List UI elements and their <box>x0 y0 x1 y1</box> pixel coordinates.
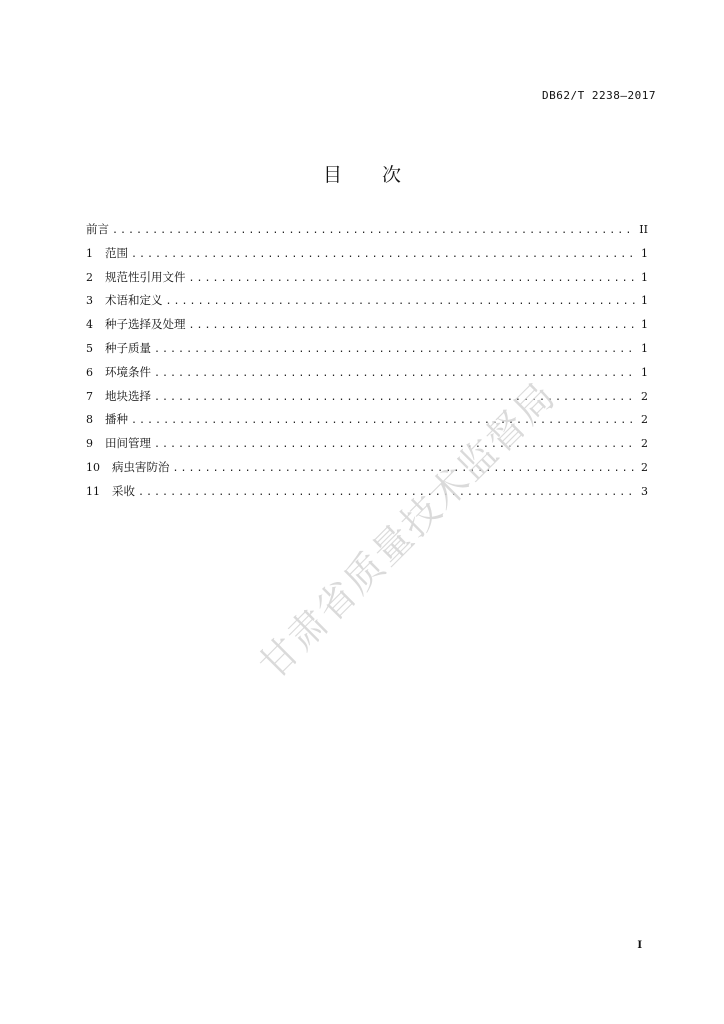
toc-title-char-2: 次 <box>382 164 402 186</box>
toc-entry-page: 1 <box>641 246 648 260</box>
toc-entry-label: 播种 <box>105 412 128 427</box>
dot-leader <box>154 362 636 386</box>
toc-entry-page: 2 <box>641 460 648 474</box>
dot-leader <box>189 314 637 338</box>
watermark: 甘肃省质量技术监督局 <box>250 372 565 687</box>
toc-entry-number: 2 <box>86 270 93 284</box>
standard-number: DB62/T 2238—2017 <box>542 89 656 102</box>
page-number: I <box>637 940 642 951</box>
toc-entry-label: 田间管理 <box>105 436 151 451</box>
toc-entry-seed-quality[interactable] <box>86 337 648 361</box>
dot-leader <box>166 290 637 314</box>
toc-entry-number: 5 <box>86 341 93 355</box>
toc-entry-label: 术语和定义 <box>105 293 163 308</box>
dot-leader <box>154 433 636 457</box>
toc-entry-number: 1 <box>86 246 93 260</box>
toc-entry-page: 1 <box>641 294 648 308</box>
toc-entry-normative-references[interactable] <box>86 266 648 290</box>
toc-entry-label: 规范性引用文件 <box>105 269 186 284</box>
dot-leader <box>131 409 636 433</box>
toc-entry-preface[interactable] <box>86 218 648 242</box>
toc-entry-label: 环境条件 <box>105 364 151 379</box>
toc-entry-sowing[interactable] <box>86 408 648 432</box>
toc-entry-page: 2 <box>641 413 648 427</box>
toc-entry-scope[interactable] <box>86 242 648 266</box>
toc-entry-environment[interactable] <box>86 361 648 385</box>
toc-entry-page: 1 <box>641 365 648 379</box>
toc-entry-label: 种子选择及处理 <box>105 317 186 332</box>
toc-entry-terms-definitions[interactable] <box>86 289 648 313</box>
toc-entry-number: 11 <box>86 484 100 498</box>
dot-leader <box>189 267 637 291</box>
dot-leader <box>154 386 636 410</box>
toc-entry-page: 1 <box>641 341 648 355</box>
dot-leader <box>138 481 636 505</box>
toc-entry-seed-selection[interactable] <box>86 313 648 337</box>
toc-entry-plot-selection[interactable] <box>86 385 648 409</box>
dot-leader <box>173 457 637 481</box>
toc-entry-number: 4 <box>86 318 93 332</box>
toc-entry-number: 8 <box>86 413 93 427</box>
toc-entry-page: 1 <box>641 270 648 284</box>
dot-leader <box>112 219 635 243</box>
toc-entry-number: 10 <box>86 460 100 474</box>
toc-entry-label: 种子质量 <box>105 340 151 355</box>
toc-entry-page: II <box>639 223 648 236</box>
toc-entry-harvest[interactable] <box>86 480 648 504</box>
toc-entry-number: 3 <box>86 294 93 308</box>
toc-entry-number: 6 <box>86 365 93 379</box>
toc-entry-page: 2 <box>641 437 648 451</box>
toc-entry-page: 2 <box>641 389 648 403</box>
toc-entry-label: 前言 <box>86 222 109 236</box>
toc-entry-number: 7 <box>86 389 93 403</box>
toc-entry-number: 9 <box>86 437 93 451</box>
toc-title-char-1: 目 <box>322 164 342 186</box>
toc-entry-label: 病虫害防治 <box>112 459 170 474</box>
toc-entry-label: 范围 <box>105 245 128 260</box>
dot-leader <box>154 338 636 362</box>
toc-entry-pest-control[interactable] <box>86 456 648 480</box>
dot-leader <box>131 243 636 267</box>
toc-entry-page: 1 <box>641 318 648 332</box>
toc-entry-field-management[interactable] <box>86 432 648 456</box>
toc-title <box>0 160 724 187</box>
table-of-contents <box>86 218 648 504</box>
toc-entry-label: 采收 <box>112 483 135 498</box>
toc-entry-page: 3 <box>641 484 648 498</box>
toc-entry-label: 地块选择 <box>105 388 151 403</box>
